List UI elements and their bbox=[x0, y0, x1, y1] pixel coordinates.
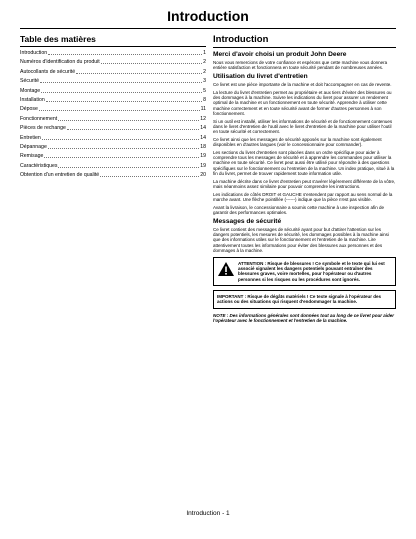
toc-leader-dots bbox=[76, 68, 202, 74]
toc-entry[interactable] bbox=[20, 152, 206, 161]
safety-paragraph: Ce livret contient des messages de sécurité ayant pour but d'attirer l'attention sur les dangers potentiels, les mesures de sécurité, les dommages possibles à la machine ainsi que des informations utiles sur le fonctionnement et l'entretien de la machine. Lire attentivement toutes les informations pour éviter des blessures aux personnes et des dommages à la machine. bbox=[213, 227, 389, 253]
toc-entry-label: Entretien bbox=[20, 134, 41, 141]
toc-entry-page: 14 bbox=[200, 134, 206, 141]
toc-leader-dots bbox=[39, 105, 200, 111]
manual-paragraphs bbox=[213, 82, 396, 215]
manual-paragraph: Ce livret ainsi que les messages de sécurité apposés sur la machine sont également disponibles en d'autres langues (voir le concessionnaire pour commander). bbox=[213, 137, 382, 148]
toc-entry[interactable] bbox=[20, 134, 206, 143]
manual-paragraph: Si un outil est installé, utiliser les informations de sécurité et de fonctionnement contenues dans le livret d'entretien de l'outil avec le livret d'entretien de la machine pour utiliser l'outil en toute sécurité et correctement. bbox=[213, 118, 393, 134]
toc-leader-dots bbox=[40, 77, 202, 83]
toc-entry[interactable] bbox=[20, 115, 206, 124]
toc-entry-label: Autocollants de sécurité bbox=[20, 68, 76, 75]
toc-entry-label: Caractéristiques bbox=[20, 162, 58, 169]
toc-entry-page: 3 bbox=[203, 78, 206, 85]
warning-text: ATTENTION : Risque de blessures ! Ce symbole et le texte qui lui est associé signalent les dangers potentiels pouvant entraîner des blessures graves, voire mortelles, pour l'opérateur ou d'autres personnes si les risques ou les procédures sont ignorés. bbox=[238, 260, 385, 282]
manual-paragraph: Ce livret est une pièce importante de la machine et doit l'accompagner en cas de revente. bbox=[213, 82, 392, 88]
toc-entry[interactable] bbox=[20, 58, 206, 67]
toc-entry-label: Obtention d'un entretien de qualité bbox=[20, 172, 100, 179]
toc-entry-page: 11 bbox=[200, 106, 206, 113]
note-text: NOTE : Des informations générales sont données tout au long de ce livret pour aider l'opérateur avec le fonctionnement et l'entretien de la machine. bbox=[213, 312, 395, 323]
thanks-heading: Merci d'avoir choisi un produit John Deere bbox=[213, 51, 347, 58]
toc-leader-dots bbox=[101, 58, 202, 64]
toc-entry-label: Sécurité bbox=[20, 78, 40, 85]
toc-entry-page: 12 bbox=[200, 115, 206, 122]
toc-leader-dots bbox=[67, 124, 199, 130]
toc-entry-page: 5 bbox=[203, 87, 206, 94]
toc-entry[interactable] bbox=[20, 171, 206, 180]
toc-entry-label: Remisage bbox=[20, 153, 44, 160]
toc-entry-label: Pièces de rechange bbox=[20, 125, 66, 132]
manual-heading: Utilisation du livret d'entretien bbox=[213, 73, 308, 81]
toc-entry-label: Fonctionnement bbox=[20, 115, 58, 122]
section-title: Introduction bbox=[213, 34, 396, 48]
toc-title: Table des matières bbox=[20, 34, 206, 47]
toc-entry-label: Installation bbox=[20, 97, 45, 104]
toc-entry[interactable] bbox=[20, 124, 206, 133]
warning-box bbox=[213, 257, 396, 286]
toc-leader-dots bbox=[46, 96, 202, 102]
warning-triangle-icon bbox=[217, 261, 235, 282]
important-box bbox=[213, 290, 396, 309]
toc-entry[interactable] bbox=[20, 105, 206, 114]
toc-list bbox=[20, 49, 206, 181]
toc-entry-label: Dépannage bbox=[20, 144, 47, 151]
page-title: Introduction bbox=[167, 8, 249, 24]
toc-entry[interactable] bbox=[20, 87, 206, 96]
toc-leader-dots bbox=[58, 162, 199, 168]
toc-entry-page: 1 bbox=[203, 50, 206, 56]
toc-leader-dots bbox=[48, 143, 199, 149]
manual-paragraph: La lecture du livret d'entretien permet au propriétaire et aux tiers d'éviter des blessures ou des dommages à la machine. Suivre les indications du livret pour assurer un rendement optimal de la machine et un fonctionnement en toute sécurité. Apprendre à utiliser cette machine correctement et en toute sécurité avant de former d'autres personnes à son fonctionnement. bbox=[213, 90, 392, 116]
toc-entry-label: Dépose bbox=[20, 106, 38, 113]
table-of-contents bbox=[20, 34, 206, 181]
toc-entry[interactable] bbox=[20, 143, 206, 152]
toc-entry-label: Montage bbox=[20, 87, 41, 94]
manual-paragraph: La machine décrite dans ce livret d'entretien peut s'avérer légèrement différente de la vôtre, mais néanmoins assez similaire pour pouvoir comprendre les instructions. bbox=[213, 178, 396, 189]
toc-entry-page: 8 bbox=[203, 97, 206, 104]
toc-entry-page: 18 bbox=[200, 144, 206, 151]
toc-entry[interactable] bbox=[20, 96, 206, 105]
page-footer: Introduction - 1 bbox=[186, 510, 230, 517]
manual-paragraph: Avant la livraison, le concessionnaire a soumis cette machine à une inspection afin de garantir des performances optimales. bbox=[213, 205, 385, 216]
toc-entry-label: Numéros d'identification du produit bbox=[20, 59, 100, 66]
manual-paragraph: Les sections du livret d'entretien sont placées dans un ordre spécifique pour aider à comprendre tous les messages de sécurité et à apprendre les commandes pour utiliser la machine en toute sécurité. Ce livret peut aussi être utilisé pour répondre à des questions spécifiques sur le fonctionnement ou l'entretien de la machine. Un index pratique, situé à la fin du livret, permet de trouver rapidement toute information utile. bbox=[213, 150, 395, 176]
toc-entry-page: 20 bbox=[200, 172, 206, 179]
toc-entry[interactable] bbox=[20, 68, 206, 77]
toc-leader-dots bbox=[41, 87, 202, 93]
main-content bbox=[213, 34, 396, 323]
toc-entry-page: 14 bbox=[200, 125, 206, 132]
toc-entry-page: 19 bbox=[200, 162, 206, 169]
toc-leader-dots bbox=[100, 171, 199, 177]
header-divider bbox=[20, 28, 396, 29]
toc-leader-dots bbox=[44, 152, 199, 158]
toc-leader-dots bbox=[42, 134, 199, 140]
manual-paragraph: Les indications de côtés DROIT et GAUCHE s'entendent par rapport au sens normal de la marche avant. Une flèche pointillée (------) indique que la pièce n'est pas visible. bbox=[213, 191, 393, 202]
safety-heading: Messages de sécurité bbox=[213, 218, 282, 226]
important-text: IMPORTANT : Risque de dégâts matériels ! Ce texte signale à l'opérateur des actions ou des situations qui risquent d'endommager la machine. bbox=[217, 293, 382, 305]
toc-leader-dots bbox=[48, 49, 202, 55]
toc-leader-dots bbox=[58, 115, 199, 121]
toc-entry-label: Introduction bbox=[20, 50, 48, 56]
toc-entry[interactable] bbox=[20, 77, 206, 86]
toc-entry-page: 2 bbox=[203, 68, 206, 75]
toc-entry-page: 2 bbox=[203, 59, 206, 66]
thanks-paragraph: Nous vous remercions de votre confiance et espérons que cette machine vous donnera entière satisfaction et fonctionnera en toute sécurité pendant de nombreuses années. bbox=[213, 60, 388, 71]
toc-entry[interactable] bbox=[20, 162, 206, 171]
toc-entry[interactable] bbox=[20, 49, 206, 58]
toc-entry-page: 19 bbox=[200, 153, 206, 160]
